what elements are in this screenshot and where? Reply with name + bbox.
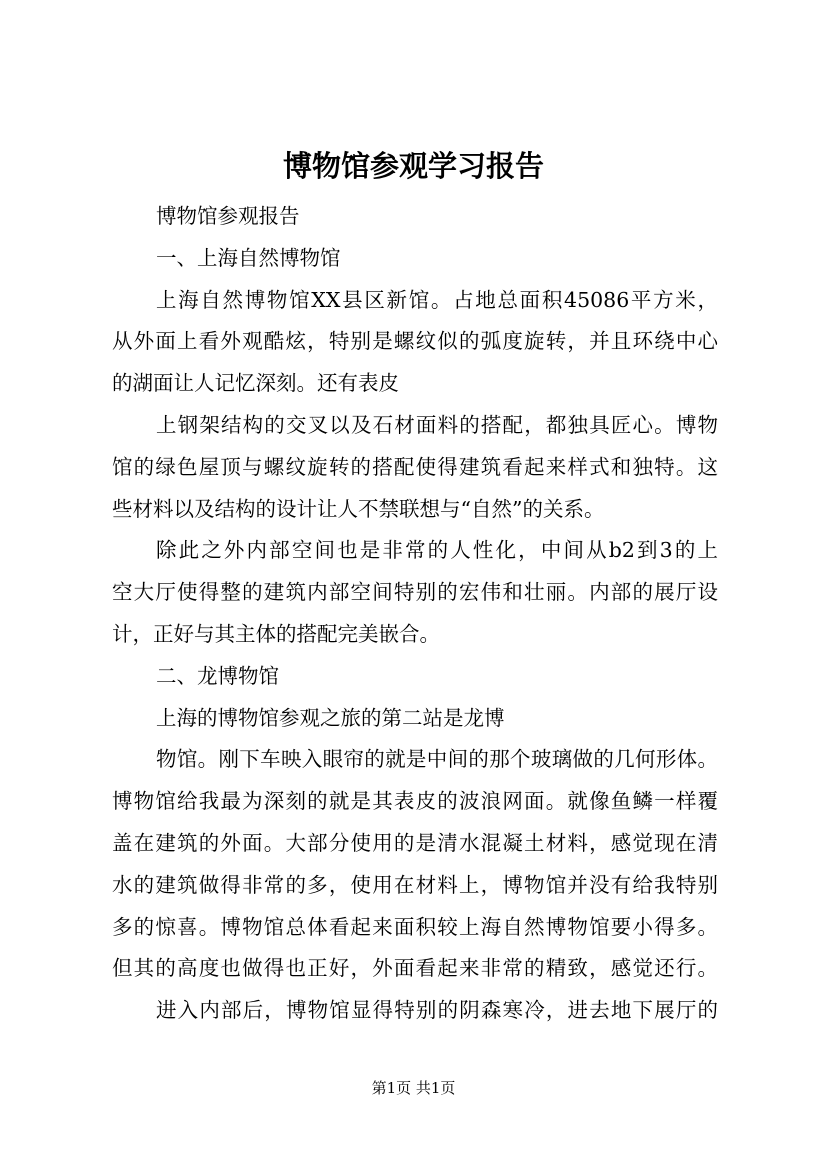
text-line: 博物馆给我最为深刻的就是其表皮的波浪网面。就像鱼鳞一样覆 (112, 789, 718, 814)
text-line: 二、龙博物馆 (156, 663, 279, 688)
text-line: 一、上海自然博物馆 (156, 245, 341, 270)
text-line: 空大厅使得整的建筑内部空间特别的宏伟和壮丽。内部的展厅设 (112, 580, 718, 605)
text-line: 博物馆参观报告 (156, 204, 300, 228)
document-title: 博物馆参观学习报告 (282, 149, 544, 183)
page-footer: 第1页 共1页 (371, 1079, 456, 1097)
text-line: 但其的高度也做得也正好，外面看起来非常的精致，感觉还行。 (112, 956, 718, 981)
text-line: 多的惊喜。博物馆总体看起来面积较上海自然博物馆要小得多。 (112, 914, 718, 939)
text-line: 馆的绿色屋顶与螺纹旋转的搭配使得建筑看起来样式和独特。这 (112, 454, 718, 479)
text-line: 上海自然博物馆XX县区新馆。占地总面积45086平方米， (156, 287, 718, 312)
text-line: 盖在建筑的外面。大部分使用的是清水混凝土材料，感觉现在清 (112, 830, 718, 855)
text-line: 物馆。刚下车映入眼帘的就是中间的那个玻璃做的几何形体。 (156, 747, 718, 772)
text-line: 些材料以及结构的设计让人不禁联想与“自然”的关系。 (112, 496, 605, 521)
document-body (112, 196, 718, 1032)
text-line: 进入内部后，博物馆显得特别的阴森寒冷，进去地下展厅的 (156, 998, 718, 1023)
text-line: 水的建筑做得非常的多，使用在材料上，博物馆并没有给我特别 (112, 872, 718, 897)
text-line: 计，正好与其主体的搭配完美嵌合。 (112, 621, 440, 646)
text-line: 的湖面让人记忆深刻。还有表皮 (112, 371, 399, 396)
text-line: 除此之外内部空间也是非常的人性化，中间从b2到3的上 (156, 538, 718, 563)
text-line: 从外面上看外观酷炫，特别是螺纹似的弧度旋转，并且环绕中心 (112, 329, 718, 354)
text-line: 上海的博物馆参观之旅的第二站是龙博 (156, 705, 505, 730)
text-line: 上钢架结构的交叉以及石材面料的搭配，都独具匠心。博物 (156, 412, 718, 437)
